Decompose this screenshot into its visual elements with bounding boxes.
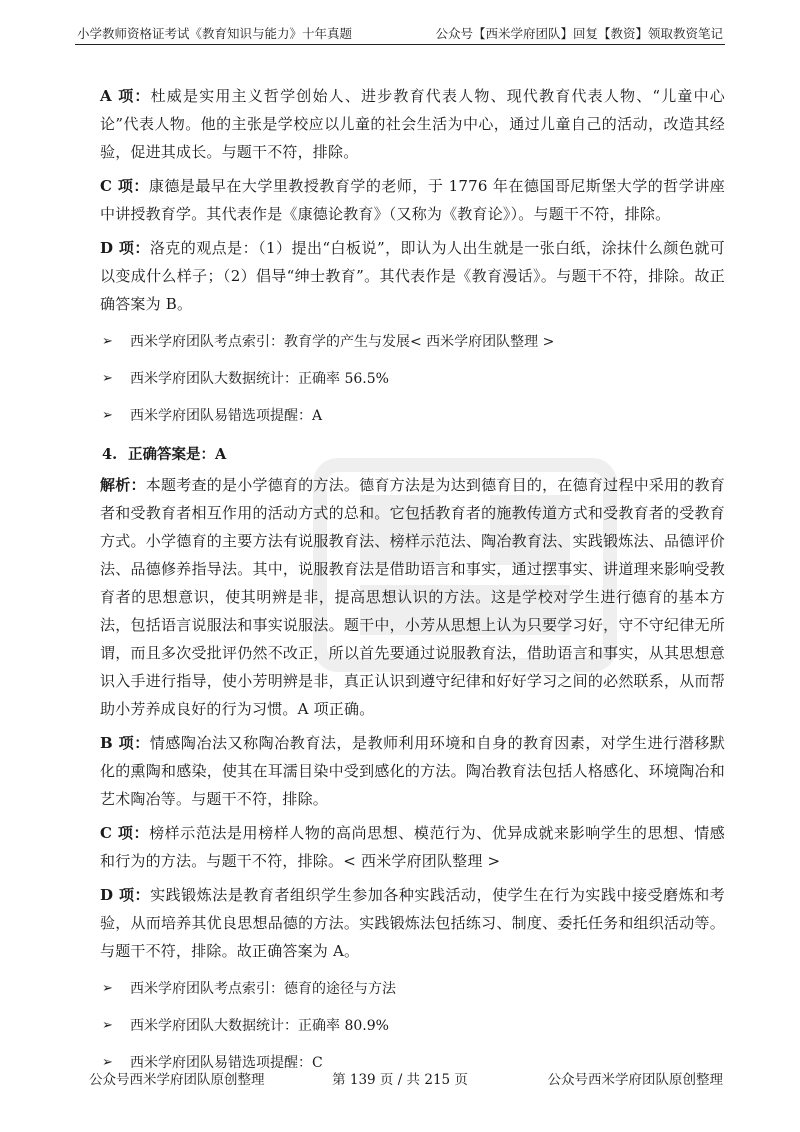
- list-item: ➢ 西米学府团队大数据统计：正确率 56.5%: [102, 371, 389, 387]
- option-d-explanation: D 项：实践锻炼法是教育者组织学生参加各种实践活动，使学生在行为实践中接受磨炼和考验，从而培养其优良思想品德的方法。实践锻炼法包括练习、制度、委托任务和组织活动等。与题干不符，排除。故正确答案为 A。: [100, 886, 726, 960]
- analysis-paragraph: 解析：本题考查的是小学德育的方法。德育方法是为达到德育目的，在德育过程中采用的教育者和受教育者相互作用的活动方式的总和。它包括教育者的施教传道方式和受教育者的受教育方式。小学德育的主要方法有说服教育法、榜样示范法、陶冶教育法、实践锻炼法、品德评价法、品德修养指导法。其中，说服教育法是借助语言和事实，通过摆事实、讲道理来影响受教育者的思想意识，使其明辨是非，提高思想认识的方法。这是学校对学生进行德育的基本方法，包括语言说服法和事实说服法。题干中，小芳从思想上认为只要学习好，守不守纪律无所谓，而且多次受批评仍然不改正，所以首先要通过说服教育法，借助语言和事实，从其思想意识入手进行指导，使小芳明辨是非，真正认识到遵守纪律和好好学习之间的必然联系，从而帮助小芳养成良好的行为习惯。A 项正确。: [100, 476, 725, 718]
- page-header: [75, 22, 725, 45]
- page-footer: [75, 1068, 725, 1088]
- arrowhead-bullet-icon: ➢: [102, 408, 113, 423]
- list-item: ➢ 西米学府团队大数据统计：正确率 80.9%: [102, 1018, 389, 1034]
- arrowhead-bullet-icon: ➢: [102, 334, 113, 349]
- arrowhead-bullet-icon: ➢: [102, 1018, 113, 1033]
- option-c-explanation: C 项：康德是最早在大学里教授教育学的老师，于 1776 年在德国哥尼斯堡大学的哲学讲座中讲授教育学。其代表作是《康德论教育》（又称为《教育论》）。与题干不符，排除。: [100, 177, 725, 223]
- list-item: ➢ 西米学府团队考点索引：教育学的产生与发展< 西米学府团队整理 >: [102, 334, 555, 350]
- list-item: ➢ 西米学府团队易错选项提醒：A: [102, 408, 323, 424]
- question-answer-heading: 4. 正确答案是：A: [102, 446, 227, 463]
- arrowhead-bullet-icon: ➢: [102, 1055, 113, 1070]
- header-left-text: 小学教师资格证考试《教育知识与能力》十年真题: [77, 26, 353, 41]
- header-right-text: 公众号【西米学府团队】回复【教资】领取教资笔记: [435, 26, 723, 41]
- option-a-explanation: A 项：杜威是实用主义哲学创始人、进步教育代表人物、现代教育代表人物、“儿童中心论”代表人物。他的主张是学校应以儿童的社会生活为中心，通过儿童自己的活动，改造其经验，促进其成长。与题干不符，排除。: [100, 87, 725, 161]
- footer-left-text: 公众号西米学府团队原创整理: [89, 1072, 265, 1088]
- list-item: ➢ 西米学府团队易错选项提醒：C: [102, 1055, 323, 1071]
- arrowhead-bullet-icon: ➢: [102, 371, 113, 386]
- page-number: 第 139 页 / 共 215 页: [332, 1072, 468, 1088]
- option-b-explanation: B 项：情感陶冶法又称陶冶教育法，是教师利用环境和自身的教育因素，对学生进行潜移默化的熏陶和感染，使其在耳濡目染中受到感化的方法。陶冶教育法包括人格感化、环境陶冶和艺术陶冶等。与题干不符，排除。: [100, 734, 726, 808]
- option-d-explanation: D 项：洛克的观点是：（1）提出“白板说”，即认为人出生就是一张白纸，涂抹什么颜色就可以变成什么样子；（2）倡导“绅士教育”。其代表作是《教育漫话》。与题干不符，排除。故正确答案为 B。: [100, 239, 726, 313]
- arrowhead-bullet-icon: ➢: [102, 981, 113, 996]
- page-content: [100, 82, 725, 1090]
- option-c-explanation: C 项：榜样示范法是用榜样人物的高尚思想、模范行为、优异成就来影响学生的思想、情感和行为的方法。与题干不符，排除。< 西米学府团队整理 >: [100, 824, 725, 870]
- footer-right-text: 公众号西米学府团队原创整理: [547, 1072, 723, 1088]
- list-item: ➢ 西米学府团队考点索引：德育的途径与方法: [102, 981, 396, 997]
